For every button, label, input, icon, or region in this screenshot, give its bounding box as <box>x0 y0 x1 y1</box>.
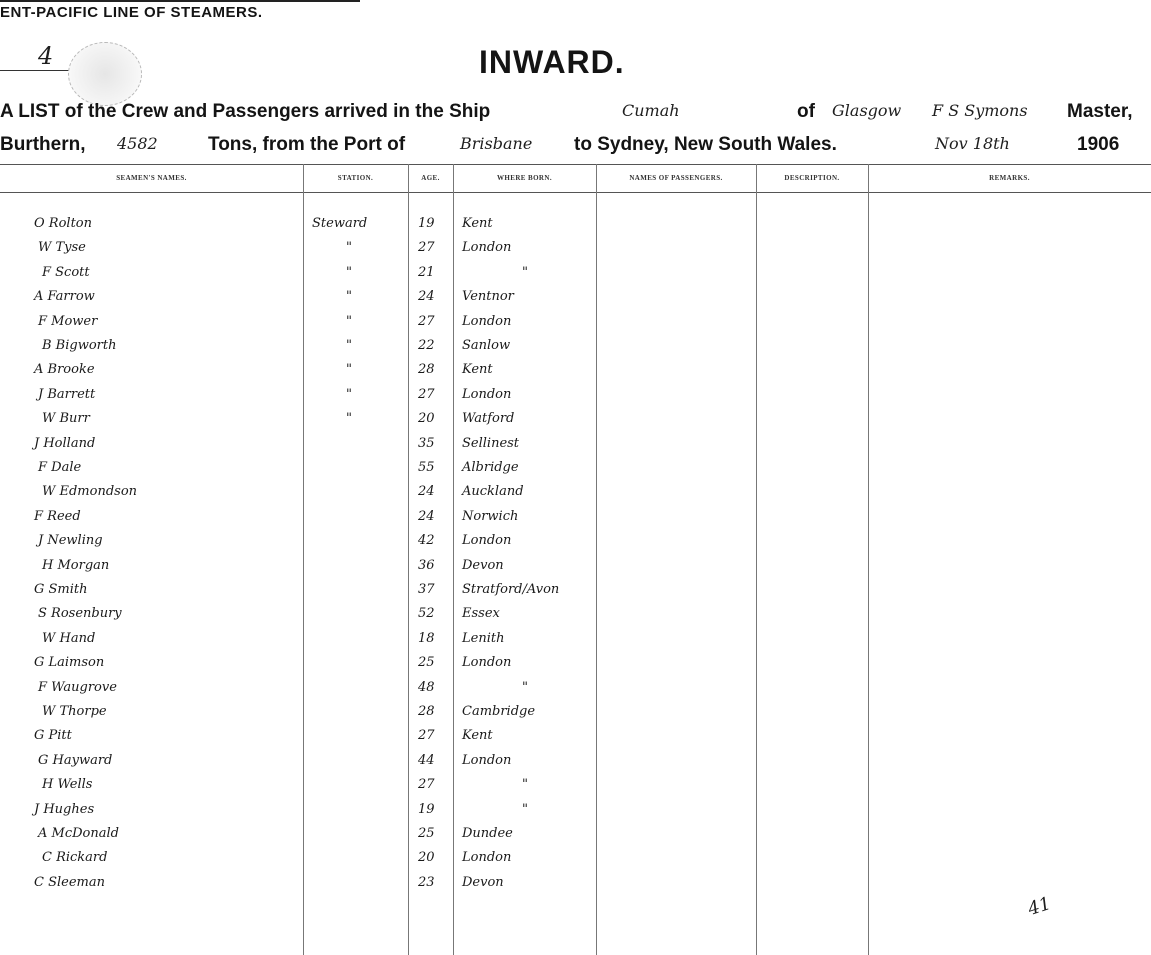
table-header-rule <box>0 192 1151 193</box>
age-cell: 55 <box>418 460 435 475</box>
arrival-date: Nov 18th <box>935 134 1010 153</box>
seaman-name: W Hand <box>42 631 96 646</box>
age-cell: 19 <box>418 216 435 231</box>
age-cell: 19 <box>418 802 435 817</box>
col-station: STATION. <box>337 174 374 182</box>
age-cell: 24 <box>418 289 435 304</box>
where-born-cell: Kent <box>462 216 493 231</box>
column-divider <box>756 164 757 955</box>
station-cell: " <box>346 387 352 402</box>
where-born-cell: Norwich <box>462 509 519 524</box>
seaman-name: F Reed <box>34 509 81 524</box>
age-cell: 52 <box>418 606 435 621</box>
where-born-cell: London <box>462 314 512 329</box>
where-born-cell: Devon <box>462 558 504 573</box>
age-cell: 21 <box>418 265 435 280</box>
seaman-name: G Hayward <box>38 753 113 768</box>
page-number-rule <box>0 70 70 71</box>
column-divider <box>596 164 597 955</box>
age-cell: 23 <box>418 875 435 890</box>
signature: 41 <box>1025 892 1054 921</box>
where-born-cell: Albridge <box>462 460 519 475</box>
table-top-rule <box>0 164 1151 165</box>
seaman-name: J Hughes <box>34 802 95 817</box>
column-divider <box>408 164 409 955</box>
col-passengers: NAMES OF PASSENGERS. <box>629 174 723 182</box>
seaman-name: J Holland <box>34 436 96 451</box>
seaman-name: F Scott <box>42 265 90 280</box>
age-cell: 25 <box>418 655 435 670</box>
seaman-name: G Pitt <box>34 728 72 743</box>
station-cell: " <box>346 289 352 304</box>
station-cell: " <box>346 362 352 377</box>
age-cell: 27 <box>418 728 435 743</box>
where-born-cell: Ventnor <box>462 289 514 304</box>
col-age: AGE. <box>421 174 440 182</box>
seaman-name: G Laimson <box>34 655 105 670</box>
crew-table <box>0 164 1151 955</box>
seaman-name: J Newling <box>38 533 103 548</box>
where-born-cell: London <box>462 533 512 548</box>
seaman-name: A McDonald <box>38 826 119 841</box>
seaman-name: O Rolton <box>34 216 92 231</box>
where-born-cell: Stratford/Avon <box>462 582 560 597</box>
where-born-cell: " <box>522 777 528 792</box>
age-cell: 24 <box>418 509 435 524</box>
where-born-cell: Cambridge <box>462 704 536 719</box>
seaman-name: H Morgan <box>42 558 110 573</box>
where-born-cell: Watford <box>462 411 515 426</box>
seaman-name: F Dale <box>38 460 82 475</box>
station-cell: " <box>346 314 352 329</box>
arrival-year: 1906 <box>1077 134 1120 155</box>
seaman-name: W Tyse <box>38 240 86 255</box>
col-remarks: REMARKS. <box>989 174 1030 182</box>
where-born-cell: London <box>462 240 512 255</box>
seaman-name: S Rosenbury <box>38 606 122 621</box>
seaman-name: J Barrett <box>38 387 96 402</box>
where-born-cell: Lenith <box>462 631 505 646</box>
column-divider <box>303 164 304 955</box>
age-cell: 27 <box>418 240 435 255</box>
age-cell: 28 <box>418 704 435 719</box>
age-cell: 27 <box>418 777 435 792</box>
page-number: 4 <box>38 42 54 70</box>
ship-port: Glasgow <box>832 101 902 120</box>
seaman-name: A Farrow <box>34 289 95 304</box>
station-cell: " <box>346 265 352 280</box>
age-cell: 42 <box>418 533 435 548</box>
age-cell: 27 <box>418 387 435 402</box>
age-cell: 35 <box>418 436 435 451</box>
where-born-cell: " <box>522 265 528 280</box>
age-cell: 22 <box>418 338 435 353</box>
from-port: Brisbane <box>460 134 533 153</box>
station-cell: Steward <box>312 216 368 231</box>
where-born-cell: Essex <box>462 606 500 621</box>
where-born-cell: Sanlow <box>462 338 511 353</box>
stamp-seal <box>68 42 142 106</box>
top-rule <box>0 0 360 2</box>
where-born-cell: London <box>462 753 512 768</box>
seaman-name: B Bigworth <box>42 338 117 353</box>
where-born-cell: " <box>522 680 528 695</box>
age-cell: 28 <box>418 362 435 377</box>
seaman-name: F Mower <box>38 314 98 329</box>
column-divider <box>868 164 869 955</box>
where-born-cell: Kent <box>462 362 493 377</box>
col-seamen-names: SEAMEN'S NAMES. <box>116 174 187 182</box>
seaman-name: C Sleeman <box>34 875 105 890</box>
where-born-cell: Dundee <box>462 826 513 841</box>
station-cell: " <box>346 240 352 255</box>
of-label: of <box>797 101 815 122</box>
company-heading: ENT-PACIFIC LINE OF STEAMERS. <box>0 4 263 21</box>
age-cell: 20 <box>418 411 435 426</box>
from-port-label: Tons, from the Port of <box>208 134 406 155</box>
seaman-name: W Edmondson <box>42 484 138 499</box>
where-born-cell: London <box>462 655 512 670</box>
seaman-name: C Rickard <box>42 850 108 865</box>
where-born-cell: Kent <box>462 728 493 743</box>
age-cell: 36 <box>418 558 435 573</box>
station-cell: " <box>346 411 352 426</box>
col-where-born: WHERE BORN. <box>497 174 552 182</box>
where-born-cell: London <box>462 387 512 402</box>
master-name: F S Symons <box>932 101 1028 120</box>
burthen-label: Burthern, <box>0 134 86 155</box>
seaman-name: A Brooke <box>34 362 95 377</box>
tons-value: 4582 <box>117 134 158 153</box>
page-title: INWARD. <box>479 44 625 80</box>
where-born-cell: " <box>522 802 528 817</box>
col-description: DESCRIPTION. <box>784 174 840 182</box>
seaman-name: H Wells <box>42 777 93 792</box>
where-born-cell: London <box>462 850 512 865</box>
age-cell: 27 <box>418 314 435 329</box>
age-cell: 48 <box>418 680 435 695</box>
age-cell: 24 <box>418 484 435 499</box>
seaman-name: W Burr <box>42 411 90 426</box>
age-cell: 25 <box>418 826 435 841</box>
station-cell: " <box>346 338 352 353</box>
column-divider <box>453 164 454 955</box>
ship-name: Cumah <box>622 101 680 120</box>
age-cell: 18 <box>418 631 435 646</box>
age-cell: 37 <box>418 582 435 597</box>
seaman-name: F Waugrove <box>38 680 117 695</box>
seaman-name: W Thorpe <box>42 704 107 719</box>
where-born-cell: Auckland <box>462 484 524 499</box>
seaman-name: G Smith <box>34 582 88 597</box>
master-label: Master, <box>1067 101 1133 122</box>
age-cell: 20 <box>418 850 435 865</box>
destination-label: to Sydney, New South Wales. <box>574 134 837 155</box>
list-caption: A LIST of the Crew and Passengers arrived in the Ship <box>0 101 491 122</box>
where-born-cell: Devon <box>462 875 504 890</box>
where-born-cell: Sellinest <box>462 436 520 451</box>
age-cell: 44 <box>418 753 435 768</box>
